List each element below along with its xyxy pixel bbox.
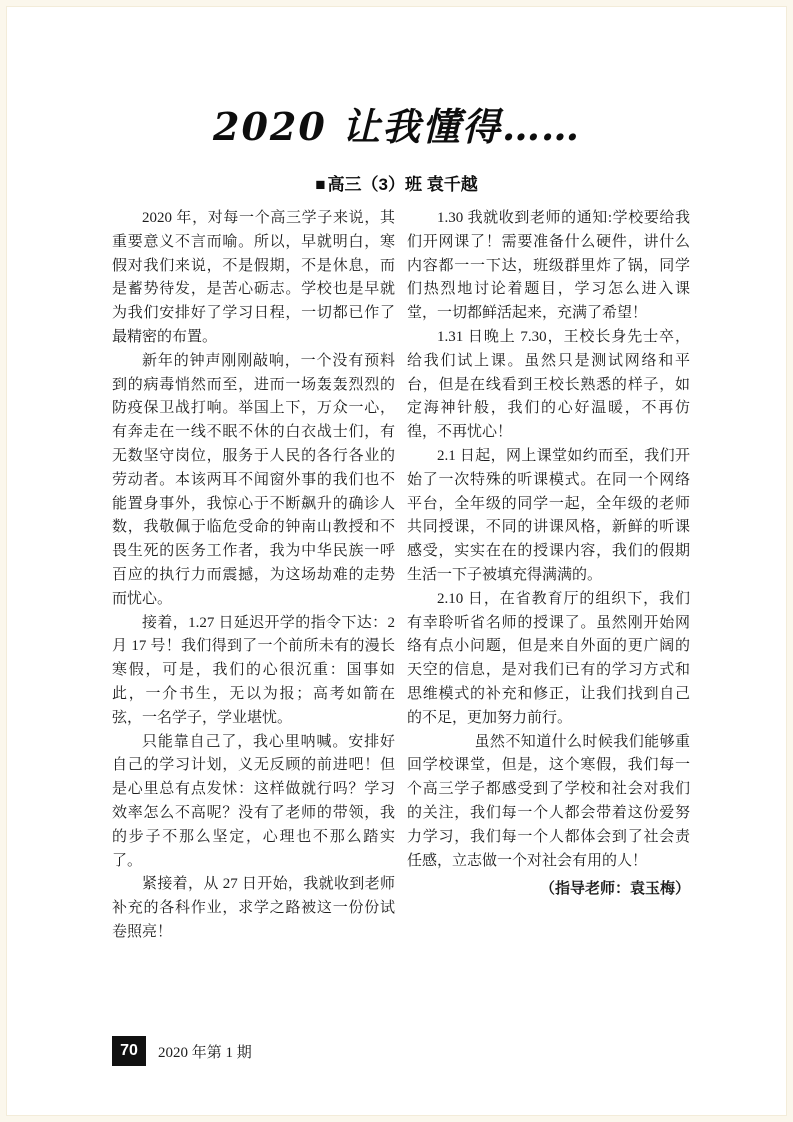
paragraph: 虽然不知道什么时候我们能够重回学校课堂，但是，这个寒假，我们每一个高三学子都感受到了学校和社会对我们的关注，我们每一个人都会带着这份爱努力学习，我们每一个人都体会到了社会责任感，立志做一个对社会有用的人！	[407, 733, 690, 869]
page-footer	[112, 1036, 252, 1066]
paragraph: 只能靠自己了，我心里呐喊。安排好自己的学习计划，义无反顾的前进吧！但是心里总有点发怵：这样做就行吗？学习效率怎么不高呢？没有了老师的带领，我的步子不那么坚定，心理也不那么踏实了。	[112, 733, 395, 869]
paragraph: 1.30 我就收到老师的通知:学校要给我们开网课了！需要准备什么硬件，讲什么内容都一一下达，班级群里炸了锅，同学们热烈地讨论着题目，学习怎么进入课堂，一切都鲜活起来，充满了希望！	[407, 210, 690, 322]
right-column	[407, 207, 690, 945]
byline	[0, 170, 793, 195]
page-title-text: 2020 让我懂得	[213, 104, 502, 149]
article-body	[112, 207, 690, 945]
paragraph: 2020 年，对每一个高三学子来说，其重要意义不言而喻。所以，早就明白，寒假对我们来说，不是假期，不是休息，而是蓄势待发，是苦心砺志。学校也是早就为我们安排好了学习日程，一切都已作了最精密的布置。	[112, 210, 395, 345]
byline-text: 高三（3）班 袁千越	[327, 175, 478, 194]
teacher-credit: （指导老师：袁玉梅）	[539, 880, 690, 898]
paragraph: 2.1 日起，网上课堂如约而至，我们开始了一次特殊的听课模式。在同一个网络平台，全年级的同学一起，全年级的老师共同授课，不同的讲课风格，新鲜的听课感受，实实在在的授课内容，我们的假期生活一下子被填充得满满的。	[407, 447, 690, 583]
paragraph: 2.10 日，在省教育厅的组织下，我们有幸聆听省名师的授课了。虽然刚开始网络有点小问题，但是来自外面的更广阔的天空的信息，是对我们已有的学习方式和思维模式的补充和修正，让我们找到自己的不足，更加努力前行。	[407, 590, 690, 726]
page-number-badge: 70	[112, 1036, 146, 1066]
paragraph: 紧接着，从 27 日开始，我就收到老师补充的各科作业，求学之路被这一份份试卷照亮！	[112, 876, 395, 940]
issue-label: 2020 年第 1 期	[158, 1044, 252, 1061]
square-bullet-icon: ■	[315, 175, 326, 194]
paragraph: 1.31 日晚上 7.30，王校长身先士卒，给我们试上课。虽然只是测试网络和平台，但是在线看到王校长熟悉的样子，如定海神针般，我们的心好温暖，不再仿徨，不再忧心！	[407, 328, 690, 441]
left-column	[112, 207, 395, 945]
paragraph: 新年的钟声刚刚敲响，一个没有预料到的病毒悄然而至，进而一场轰轰烈烈的防疫保卫战打响。举国上下，万众一心，有奔走在一线不眠不休的白衣战士们，有无数坚守岗位，服务于人民的各行各业的劳动者。本该两耳不闻窗外事的我们也不能置身事外，我惊心于不断飙升的确诊人数，我敬佩于临危受命的钟南山教授和不畏生死的医务工作者，我为中华民族一呼百应的执行力而震撼，为这场劫难的走势而忧心。	[112, 352, 395, 607]
paragraph: 接着，1.27 日延迟开学的指令下达：2 月 17 号！我们得到了一个前所未有的漫长寒假，可是，我们的心很沉重：国事如此，一介书生，无以为报；高考如箭在弦，一名学子，学业堪忧。	[112, 614, 395, 726]
title-ellipsis: ……	[502, 104, 580, 149]
page-title	[0, 104, 793, 150]
